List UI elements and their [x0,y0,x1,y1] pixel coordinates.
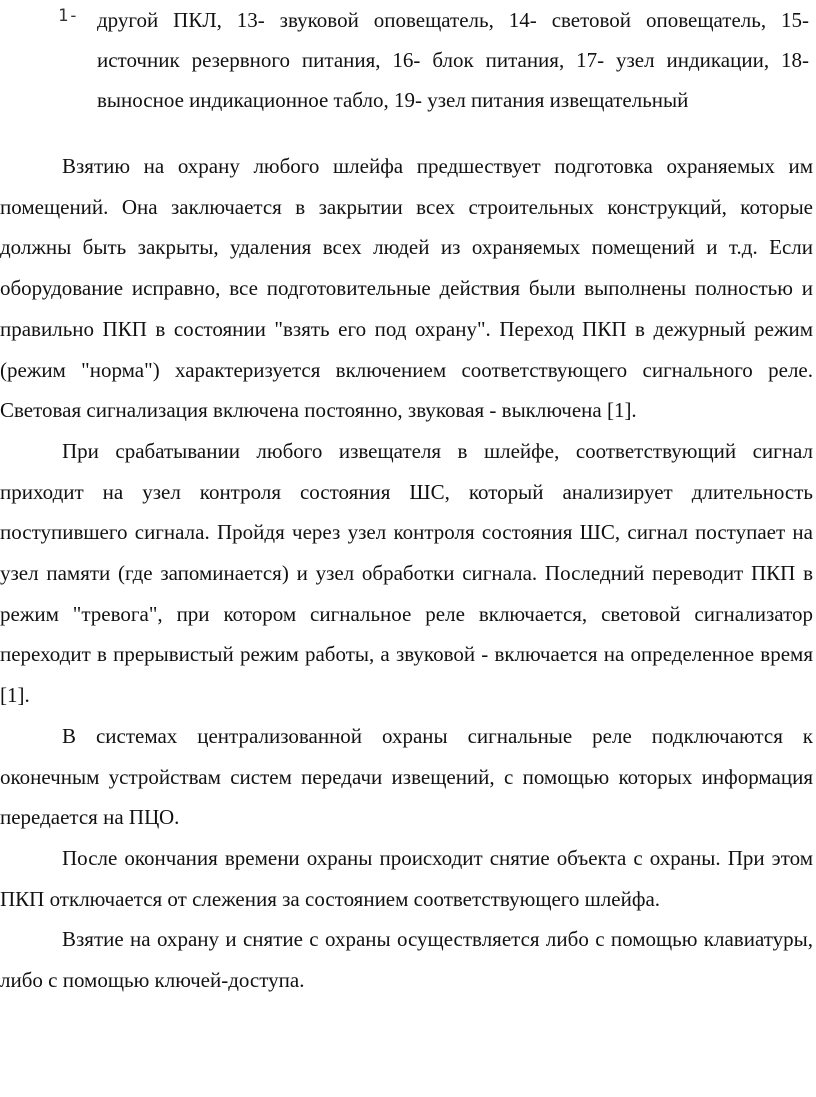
paragraph-centralized: В системах централизованной охраны сигнальные реле подключаются к оконечным устройствам систем передачи извещений, с помощью которых информация передается на ПЦО. [0,723,813,830]
body-text [0,146,813,1001]
list-item-text: другой ПКЛ, 13- звуковой оповещатель, 14- световой оповещатель, 15- источник резервного питания, 16- блок питания, 17- узел индикации, 18- выносное индикационное табло, 19- узел питания извещательный [97,8,809,112]
paragraph-disarming: После окончания времени охраны происходит снятие объекта с охраны. При этом ПКП отключается от слежения за состоянием соответствующего шлейфа. [0,845,813,911]
paragraph-keys: Взятие на охрану и снятие с охраны осуществляется либо с помощью клавиатуры, либо с помощью ключей-доступа. [0,927,813,993]
paragraph-alarm: При срабатывании любого извещателя в шлейфе, соответствующий сигнал приходит на узел контроля состояния ШС, который анализирует длительность поступившего сигнала. Пройдя через узел контроля состояния ШС, сигнал поступает на узел памяти (где запоминается) и узел обработки сигнала. Последний переводит ПКП в режим "тревога", при котором сигнальное реле включается, световой сигнализатор переходит в прерывистый режим работы, а звуковой - включается на определенное время [1]. [0,438,813,708]
list-marker: 1- [58,6,79,26]
paragraph-arming: Взятию на охрану любого шлейфа предшествует подготовка охраняемых им помещений. Она заключается в закрытии всех строительных конструкций, которые должны быть закрыты, удаления всех людей из охраняемых помещений и т.д. Если оборудование исправно, все подготовительные действия были выполнены полностью и правильно ПКП в состоянии "взять его под охрану". Переход ПКП в дежурный режим (режим "норма") характеризуется включением соответствующего сигнального реле. Световая сигнализация включена постоянно, звуковая - выключена [1]. [0,154,813,423]
